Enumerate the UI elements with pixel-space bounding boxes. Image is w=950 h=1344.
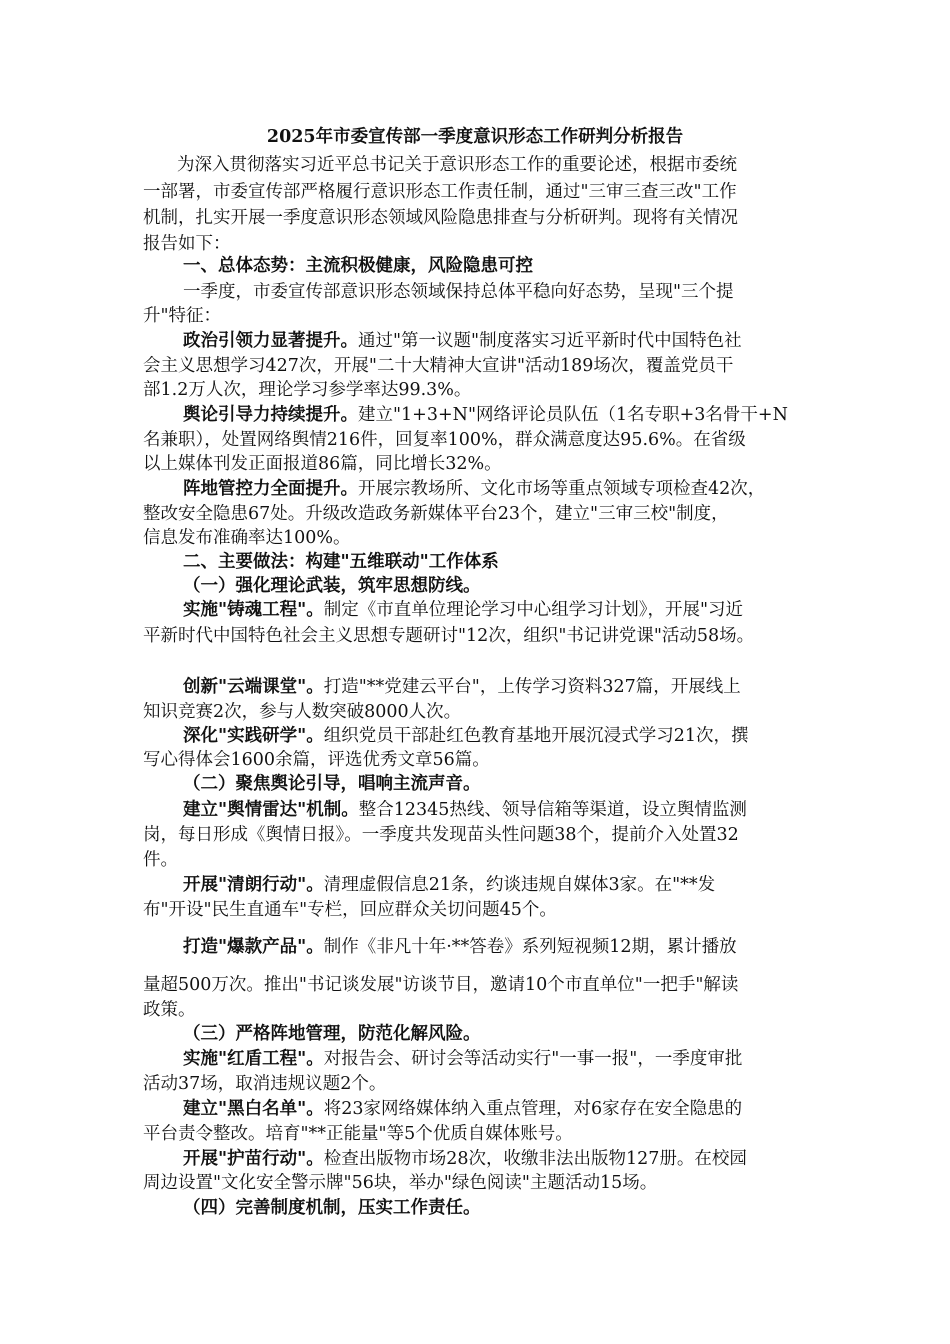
- heading-text: 二、主要做法：构建"五维联动"工作体系: [183, 552, 499, 572]
- paragraph-line: [143, 1122, 573, 1146]
- lead-in: 舆论引导力持续提升。: [183, 405, 358, 425]
- line-text: 检查出版物市场28次，收缴非法出版物127册。在校园: [323, 1149, 747, 1169]
- paragraph-line: [183, 798, 747, 822]
- line-text: 机制，扎实开展一季度意识形态领域风险隐患排查与分析研判。现将有关情况: [143, 208, 738, 228]
- line-text: 升"特征：: [143, 306, 222, 326]
- paragraph-line: [183, 1097, 742, 1121]
- paragraph-line: [143, 180, 737, 204]
- paragraph-line: [143, 428, 746, 452]
- line-text: 打造"**党建云平台"，上传学习资料327篇，开展线上: [323, 677, 741, 697]
- line-text: 整合12345热线、领导信箱等渠道，设立舆情监测: [358, 800, 747, 820]
- line-text: 件。: [143, 850, 178, 870]
- paragraph-line: [143, 973, 738, 997]
- paragraph-line: [183, 724, 749, 748]
- paragraph-line: [143, 700, 461, 724]
- paragraph-line: [183, 403, 788, 427]
- lead-in: 建立"舆情雷达"机制。: [183, 800, 359, 820]
- paragraph-line: [143, 898, 557, 922]
- lead-in: 建立"黑白名单"。: [183, 1099, 324, 1119]
- line-text: 建立"1+3+N"网络评论员队伍（1名专职+3名骨干+N: [358, 405, 788, 425]
- line-text: 制定《市直单位理论学习中心组学习计划》，开展"习近: [323, 600, 744, 620]
- lead-in: 开展"清朗行动"。: [183, 875, 324, 895]
- paragraph-line: [183, 1047, 742, 1071]
- line-text: 以上媒体刊发正面报道86篇，同比增长32%。: [143, 454, 502, 474]
- paragraph-line: [143, 1171, 657, 1195]
- line-text: 报告如下：: [143, 234, 231, 254]
- paragraph-line: [143, 452, 502, 476]
- line-text: 周边设置"文化安全警示牌"56块，举办"绿色阅读"主题活动15场。: [143, 1173, 658, 1193]
- lead-in: 创新"云端课堂"。: [183, 677, 324, 697]
- paragraph-line: [143, 526, 351, 550]
- line-text: 制作《非凡十年·**答卷》系列短视频12期，累计播放: [323, 937, 737, 957]
- line-text: 部1.2万人次，理论学习参学率达99.3%。: [143, 380, 472, 400]
- paragraph-line: [143, 823, 739, 847]
- paragraph-line: [143, 304, 221, 328]
- paragraph-line: [143, 624, 754, 648]
- line-text: 名兼职），处置网络舆情216件，回复率100%，群众满意度达95.6%。在省级: [143, 430, 746, 450]
- lead-in: 阵地管控力全面提升。: [183, 479, 358, 499]
- line-text: 平新时代中国特色社会主义思想专题研讨"12次，组织"书记讲党课"活动58场。: [143, 626, 755, 646]
- section-heading: [183, 550, 499, 574]
- line-text: 活动37场，取消违规议题2个。: [143, 1074, 387, 1094]
- lead-in: 开展"护苗行动"。: [183, 1149, 324, 1169]
- line-text: 一部署，市委宣传部严格履行意识形态工作责任制，通过"三审三查三改"工作: [143, 182, 737, 202]
- paragraph-line: [183, 1147, 747, 1171]
- paragraph-line: [143, 1072, 386, 1096]
- paragraph-line: [177, 153, 737, 177]
- heading-text: （三）严格阵地管理，防范化解风险。: [183, 1024, 481, 1044]
- heading-text: （二）聚焦舆论引导，唱响主流声音。: [183, 774, 481, 794]
- paragraph-line: [143, 378, 471, 402]
- lead-in: 打造"爆款产品"。: [183, 937, 324, 957]
- paragraph-line: [143, 354, 733, 378]
- line-text: 政策。: [143, 1000, 196, 1020]
- line-text: 岗，每日形成《舆情日报》。一季度共发现苗头性问题38个，提前介入处置32: [143, 825, 739, 845]
- line-text: 信息发布准确率达100%。: [143, 528, 351, 548]
- heading-text: （四）完善制度机制，压实工作责任。: [183, 1198, 481, 1218]
- paragraph-line: [183, 280, 734, 304]
- report-title: 2025年市委宣传部一季度意识形态工作研判分析报告: [266, 127, 684, 147]
- paragraph-line: [143, 848, 178, 872]
- subsection-heading: [183, 574, 481, 598]
- line-text: 整改安全隐患67处。升级改造政务新媒体平台23个，建立"三审三校"制度，: [143, 504, 729, 524]
- paragraph-line: [143, 998, 196, 1022]
- line-text: 清理虚假信息21条，约谈违规自媒体3家。在"**发: [323, 875, 716, 895]
- heading-text: 一、总体态势：主流积极健康，风险隐患可控: [183, 256, 533, 276]
- line-text: 知识竞赛2次，参与人数突破8000人次。: [143, 702, 462, 722]
- line-text: 对报告会、研讨会等活动实行"一事一报"，一季度审批: [323, 1049, 743, 1069]
- lead-in: 实施"红盾工程"。: [183, 1049, 324, 1069]
- line-text: 平台责令整改。培育"**正能量"等5个优质自媒体账号。: [143, 1124, 573, 1144]
- paragraph-line: [183, 477, 765, 501]
- paragraph-line: [143, 748, 490, 772]
- line-text: 写心得体会1600余篇，评选优秀文章56篇。: [143, 750, 490, 770]
- paragraph-line: [183, 873, 715, 897]
- line-text: 会主义思想学习427次，开展"二十大精神大宣讲"活动189场次，覆盖党员干: [143, 356, 734, 376]
- line-text: 将23家网络媒体纳入重点管理，对6家存在安全隐患的: [323, 1099, 743, 1119]
- paragraph-line: [143, 232, 231, 256]
- paragraph-line: [183, 329, 742, 353]
- line-text: 量超500万次。推出"书记谈发展"访谈节目，邀请10个市直单位"一把手"解读: [143, 975, 739, 995]
- paragraph-line: [183, 598, 743, 622]
- lead-in: 深化"实践研学"。: [183, 726, 324, 746]
- section-heading: [183, 254, 533, 278]
- lead-in: 实施"铸魂工程"。: [183, 600, 324, 620]
- paragraph-line: [183, 935, 737, 959]
- line-text: 一季度，市委宣传部意识形态领域保持总体平稳向好态势，呈现"三个提: [183, 282, 734, 302]
- subsection-heading: [183, 772, 481, 796]
- paragraph-line: [183, 675, 741, 699]
- subsection-heading: [183, 1196, 481, 1220]
- paragraph-line: [143, 502, 729, 526]
- line-text: 开展宗教场所、文化市场等重点领域专项检查42次，: [358, 479, 766, 499]
- line-text: 布"开设"民生直通车"专栏，回应群众关切问题45个。: [143, 900, 557, 920]
- line-text: 为深入贯彻落实习近平总书记关于意识形态工作的重要论述，根据市委统: [177, 155, 737, 175]
- line-text: 通过"第一议题"制度落实习近平新时代中国特色社: [358, 331, 742, 351]
- paragraph-line: [143, 206, 738, 230]
- heading-text: （一）强化理论武装，筑牢思想防线。: [183, 576, 481, 596]
- line-text: 组织党员干部赴红色教育基地开展沉浸式学习21次，撰: [323, 726, 749, 746]
- subsection-heading: [183, 1022, 481, 1046]
- lead-in: 政治引领力显著提升。: [183, 331, 358, 351]
